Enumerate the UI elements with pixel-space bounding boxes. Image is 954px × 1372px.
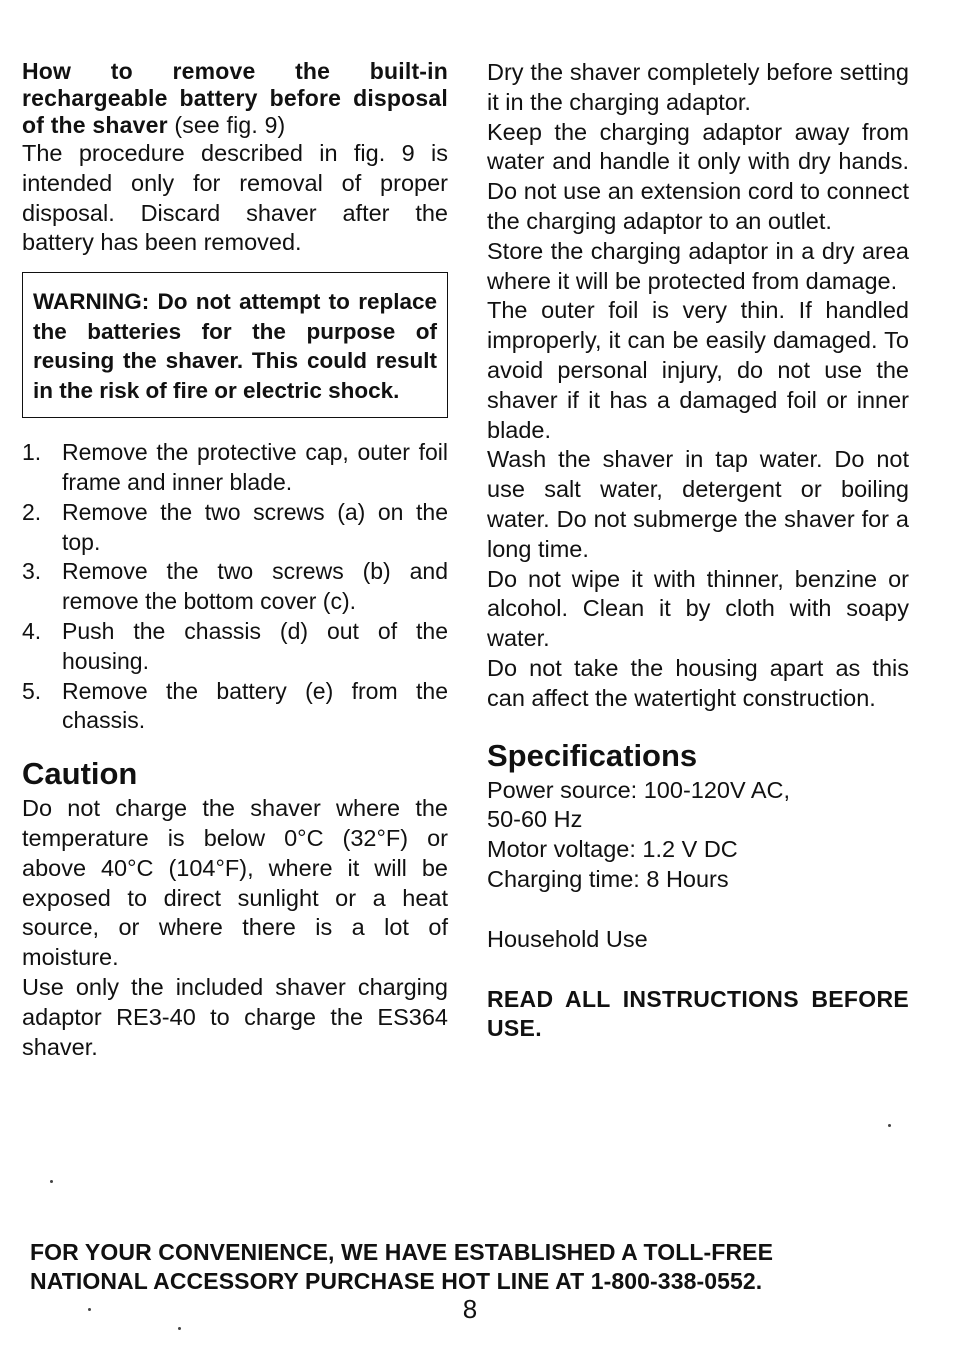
scan-speck <box>88 1308 91 1311</box>
step-text: Remove the two screws (a) on the top. <box>62 498 448 555</box>
care-paragraph: Do not take the housing apart as this can affect the watertight construction. <box>487 654 909 711</box>
spec-frequency: 50-60 Hz <box>487 806 583 833</box>
list-item <box>22 438 448 498</box>
list-item <box>22 677 448 737</box>
scan-speck <box>888 1124 891 1127</box>
step-number: 4. <box>22 617 42 644</box>
right-column <box>487 58 909 1044</box>
step-number: 3. <box>22 558 42 585</box>
care-paragraph: Keep the charging adaptor away from water and handle it only with dry hands. Do not use an extension cord to connect the charging adaptor to an outlet. <box>487 118 909 234</box>
page-number: 8 <box>462 1294 478 1324</box>
spec-household-use: Household Use <box>487 925 648 952</box>
list-item <box>22 557 448 617</box>
care-paragraph: Dry the shaver completely before setting it in the charging adaptor. <box>487 59 909 115</box>
specifications-heading: Specifications <box>487 737 698 773</box>
hotline-footer <box>30 1238 920 1296</box>
warning-box <box>22 272 448 418</box>
list-item <box>22 498 448 558</box>
footer-line: NATIONAL ACCESSORY PURCHASE HOT LINE AT 1-800-338-0552. <box>30 1268 763 1294</box>
spec-power-source: Power source: 100-120V AC, <box>487 776 791 803</box>
footer-line: FOR YOUR CONVENIENCE, WE HAVE ESTABLISHED A TOLL-FREE <box>30 1239 774 1265</box>
list-item <box>22 617 448 677</box>
step-text: Push the chassis (d) out of the housing. <box>62 617 448 674</box>
removal-heading <box>22 58 448 139</box>
spec-charging-time: Charging time: 8 Hours <box>487 865 729 892</box>
care-paragraph: Wash the shaver in tap water. Do not use salt water, detergent or boiling water. Do not submerge the shaver for a long time. <box>487 446 909 562</box>
scan-speck <box>178 1327 181 1330</box>
caution-heading: Caution <box>22 756 138 792</box>
step-text: Remove the protective cap, outer foil frame and inner blade. <box>62 439 448 495</box>
read-all-instructions: READ ALL INSTRUCTIONS BEFORE USE. <box>487 985 909 1042</box>
care-paragraph: Store the charging adaptor in a dry area where it will be protected from damage. <box>487 237 909 294</box>
removal-body: The procedure described in fig. 9 is intended only for removal of proper disposal. Discard shaver after the battery has been removed. <box>22 140 448 256</box>
caution-paragraph: Use only the included shaver charging adaptor RE3-40 to charge the ES364 shaver. <box>22 973 448 1060</box>
step-number: 2. <box>22 498 42 525</box>
step-number: 5. <box>22 677 42 704</box>
spec-motor-voltage: Motor voltage: 1.2 V DC <box>487 836 738 863</box>
removal-heading-ref: (see fig. 9) <box>174 112 286 138</box>
left-column <box>22 58 448 1062</box>
removal-steps <box>22 438 448 736</box>
caution-paragraph: Do not charge the shaver where the temperature is below 0°C (32°F) or above 40°C (104°F), where it will be exposed to direct sunlight or a heat source, or where there is a lot of moisture. <box>22 795 448 971</box>
step-text: Remove the two screws (b) and remove the bottom cover (c). <box>62 558 448 615</box>
scan-speck <box>50 1180 53 1183</box>
specifications-list <box>487 776 909 1045</box>
step-number: 1. <box>22 439 42 466</box>
step-text: Remove the battery (e) from the chassis. <box>62 677 448 734</box>
removal-heading-title: How to remove the built-in rechargeable battery before disposal of the shaver <box>22 58 448 138</box>
care-paragraph: Do not wipe it with thinner, benzine or alcohol. Clean it by cloth with soapy water. <box>487 565 909 652</box>
warning-text: WARNING: Do not attempt to replace the batteries for the purpose of reusing the shaver. This could result in the risk of fire or electric shock. <box>33 289 437 403</box>
care-paragraph: The outer foil is very thin. If handled improperly, it can be easily damaged. To avoid personal injury, do not use the shaver if it has a damaged foil or inner blade. <box>487 297 909 443</box>
